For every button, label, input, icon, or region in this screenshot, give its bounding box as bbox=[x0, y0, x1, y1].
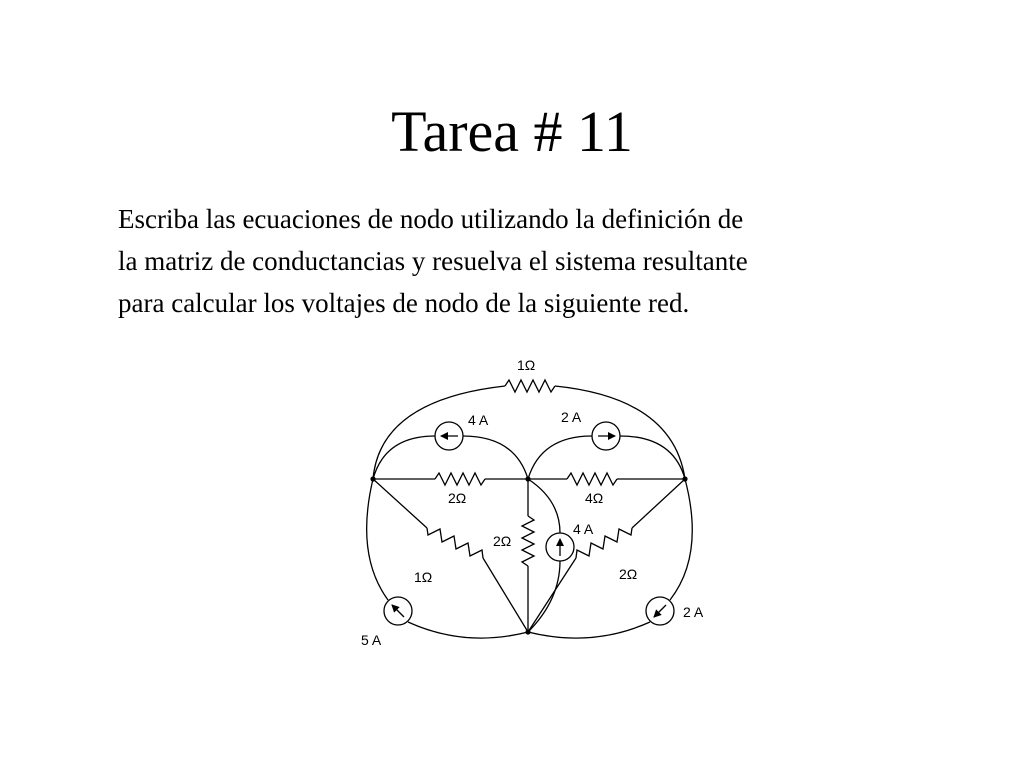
current-source-2a-bottom-right bbox=[646, 597, 674, 625]
slide-title: Tarea # 11 bbox=[391, 99, 633, 164]
node-center bbox=[525, 476, 530, 481]
label-r-center: 2Ω bbox=[493, 533, 512, 549]
paragraph-line-2: la matriz de conductancias y resuelva el sistema resultante bbox=[118, 246, 748, 276]
current-source-5a-bottom-left bbox=[384, 597, 412, 625]
center-vertical-resistor bbox=[522, 479, 534, 632]
label-r-mid-left: 2Ω bbox=[448, 490, 467, 506]
label-r-diag-right: 2Ω bbox=[619, 566, 638, 582]
paragraph-line-3: para calcular los voltajes de nodo de la siguiente red. bbox=[118, 288, 690, 318]
current-source-2a-right-top bbox=[592, 422, 620, 450]
label-r-mid-right: 4Ω bbox=[585, 490, 604, 506]
label-src-center: 4 A bbox=[573, 521, 594, 537]
label-src-bottom-right: 2 A bbox=[683, 604, 704, 620]
label-src-bottom-left: 5 A bbox=[361, 632, 382, 648]
label-src-left-top: 4 A bbox=[468, 412, 489, 428]
current-source-4a-center bbox=[546, 533, 574, 561]
paragraph-line-1: Escriba las ecuaciones de nodo utilizando la definición de bbox=[118, 204, 744, 234]
label-r-top: 1Ω bbox=[517, 357, 536, 373]
label-src-right-top: 2 A bbox=[561, 409, 582, 425]
node-right bbox=[682, 476, 687, 481]
node-bottom bbox=[525, 629, 530, 634]
label-r-diag-left: 1Ω bbox=[414, 569, 433, 585]
current-source-4a-left-top bbox=[435, 422, 463, 450]
top-wire-with-resistor bbox=[373, 380, 685, 479]
node-left bbox=[370, 476, 375, 481]
